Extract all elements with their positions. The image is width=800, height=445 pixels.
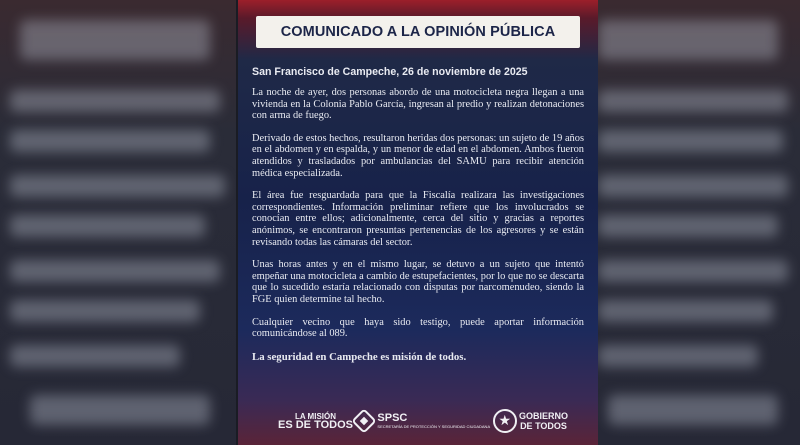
release-body (252, 66, 584, 363)
press-release-card (238, 0, 598, 445)
la-mision-logo (278, 413, 353, 430)
title-banner (256, 16, 580, 48)
state-seal-icon (493, 409, 517, 433)
dateline: San Francisco de Campeche, 26 de noviembre de 2025 (252, 66, 528, 78)
spsc-subtitle: SECRETARÍA DE PROTECCIÓN Y SEGURIDAD CIUDADANA (377, 424, 491, 429)
logo-la-mision-top: LA MISIÓN (294, 411, 337, 421)
paragraph-5: Cualquier vecino que haya sido testigo, puede aportar información comunicándose al 089. (252, 316, 584, 340)
gobierno-de-todos-logo (519, 411, 568, 431)
spsc-logo (355, 412, 490, 430)
gobierno-top: GOBIERNO (518, 411, 568, 421)
footer-logos (278, 404, 568, 438)
paragraph-3: El área fue resguardada para que la Fiscalía realizara las investigaciones correspondientes. Información preliminar refiere que los involucrados se conocían entre ellos; adicionalmente, cerca del sitio y gracias a reportes anónimos, se encontraron presuntas pertenencias de los agresores y se están revisando todas las cámaras del sector. (252, 190, 584, 248)
state-seal-logo (493, 409, 517, 433)
logo-la-mision-bottom: ES DE TODOS (278, 419, 353, 431)
gobierno-bottom: DE TODOS (520, 421, 567, 431)
blurred-background-right (598, 0, 800, 445)
spsc-emblem-icon (352, 408, 377, 433)
paragraph-2: Derivado de estos hechos, resultaron heridas dos personas: un sujeto de 19 años en el abdomen y en espalda, y un menor de edad en el abdomen. Ambos fueron atendidos y trasladados por ambulancias del SAMU para recibir atención médica especializada. (252, 132, 584, 179)
paragraph-4: Unas horas antes y en el mismo lugar, se detuvo a un sujeto que intentó empeñar una motocicleta a cambio de estupefacientes, por lo que no se descarta que lo sucedido estaría relacionado con disputas por narcomenudeo, siendo la FGE quien determine tal hecho. (252, 259, 584, 305)
closing-slogan: La seguridad en Campeche es misión de todos. (252, 350, 467, 363)
page-title: COMUNICADO A LA OPINIÓN PÚBLICA (280, 24, 556, 40)
blurred-background-left (0, 0, 236, 445)
paragraph-1: La noche de ayer, dos personas abordo de una motocicleta negra llegan a una vivienda en la Colonia Pablo García, ingresan al predio y realizan detonaciones con arma de fuego. (252, 87, 584, 122)
spsc-name: SPSC (377, 412, 408, 424)
